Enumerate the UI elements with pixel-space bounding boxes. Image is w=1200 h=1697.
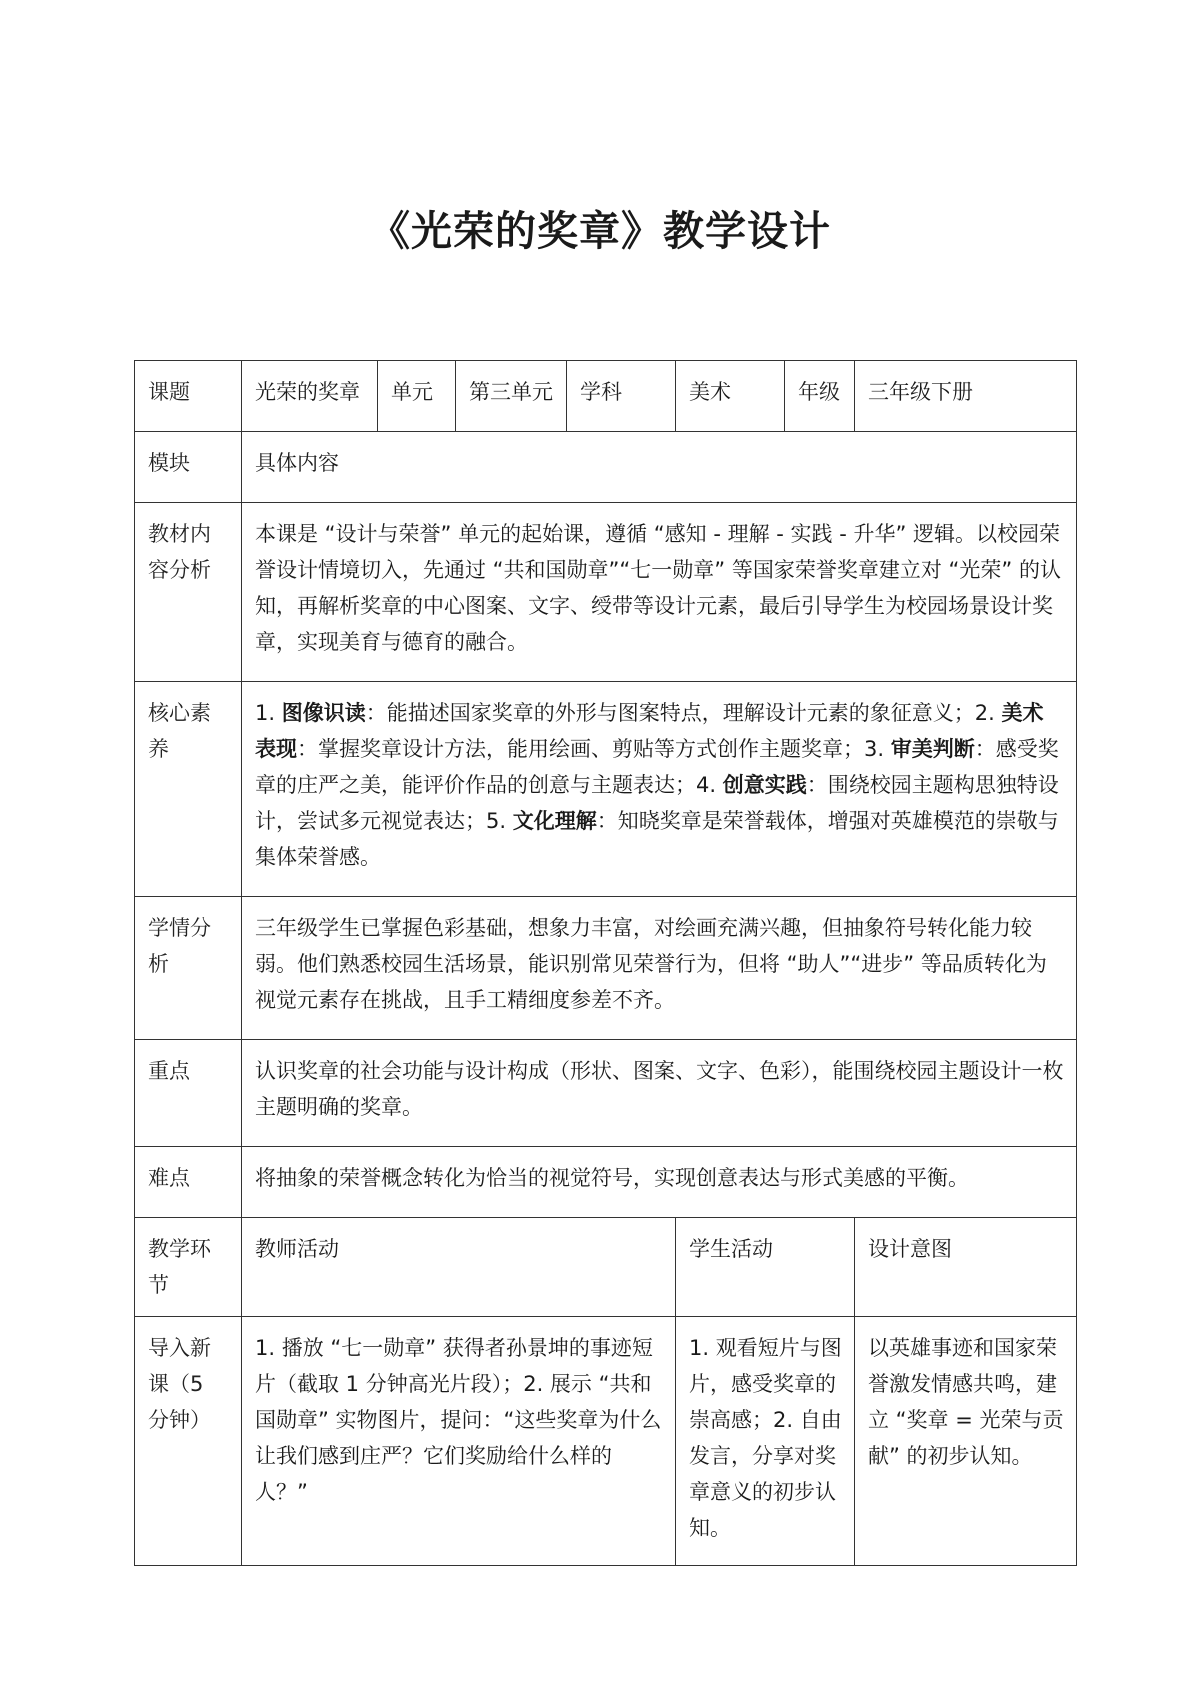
core-item-term: 图像识读 <box>281 701 366 725</box>
teacher-activity-header: 教师活动 <box>242 1218 676 1317</box>
student-analysis-row <box>135 897 1077 1040</box>
topic-value: 光荣的奖章 <box>242 361 378 432</box>
lesson-plan-table <box>134 360 1077 1566</box>
unit-value: 第三单元 <box>456 361 567 432</box>
page-title: 《光荣的奖章》教学设计 <box>369 207 831 255</box>
student-analysis-text: 三年级学生已掌握色彩基础，想象力丰富，对绘画充满兴趣，但抽象符号转化能力较弱。他们熟悉校园生活场景，能识别常见荣誉行为，但将 “助人”“进步” 等品质转化为视觉元素存在挑战，且手工精细度参差不齐。 <box>242 897 1077 1040</box>
analysis-row <box>135 503 1077 682</box>
student-activity: 1. 观看短片与图片，感受奖章的崇高感；2. 自由发言，分享对奖章意义的初步认知。 <box>676 1317 855 1566</box>
analysis-label: 教材内容分析 <box>135 503 242 682</box>
key-points-label: 重点 <box>135 1040 242 1147</box>
step-row <box>135 1317 1077 1566</box>
step-name: 导入新课（5 分钟） <box>135 1317 242 1566</box>
difficulty-text: 将抽象的荣誉概念转化为恰当的视觉符号，实现创意表达与形式美感的平衡。 <box>242 1147 1077 1218</box>
core-item-term: 美术表现 <box>255 701 1044 761</box>
core-item: 3. 审美判断：感受奖章的庄严之美，能评价作品的创意与主题表达； <box>255 737 1059 797</box>
analysis-text: 本课是 “设计与荣誉” 单元的起始课，遵循 “感知 - 理解 - 实践 - 升华” 逻辑。以校园荣誉设计情境切入，先通过 “共和国勋章”“七一勋章” 等国家荣誉奖章建立对 “光荣” 的认知，再解析奖章的中心图案、文字、绶带等设计元素，最后引导学生为校园场景设计奖章，实现美育与德育的融合。 <box>242 503 1077 682</box>
topic-label: 课题 <box>135 361 242 432</box>
key-points-text: 认识奖章的社会功能与设计构成（形状、图案、文字、色彩），能围绕校园主题设计一枚主题明确的奖章。 <box>242 1040 1077 1147</box>
teacher-activity: 1. 播放 “七一勋章” 获得者孙景坤的事迹短片（截取 1 分钟高光片段）；2. 展示 “共和国勋章” 实物图片，提问：“这些奖章为什么让我们感到庄严？它们奖励给什么样的人？” <box>242 1317 676 1566</box>
module-header-row <box>135 432 1077 503</box>
student-activity-header: 学生活动 <box>676 1218 855 1317</box>
core-item-term: 审美判断 <box>890 737 975 761</box>
core-item-term: 创意实践 <box>722 773 807 797</box>
info-row <box>135 361 1077 432</box>
grade-value: 三年级下册 <box>855 361 1077 432</box>
design-intent-header: 设计意图 <box>855 1218 1077 1317</box>
core-item: 5. 文化理解：知晓奖章是荣誉载体，增强对英雄模范的崇敬与集体荣誉感。 <box>255 809 1059 869</box>
subject-value: 美术 <box>676 361 785 432</box>
grade-label: 年级 <box>785 361 855 432</box>
key-points-row <box>135 1040 1077 1147</box>
difficulty-label: 难点 <box>135 1147 242 1218</box>
student-analysis-label: 学情分析 <box>135 897 242 1040</box>
difficulty-row <box>135 1147 1077 1218</box>
design-intent: 以英雄事迹和国家荣誉激发情感共鸣，建立 “奖章 = 光荣与贡献” 的初步认知。 <box>855 1317 1077 1566</box>
module-header-label: 模块 <box>135 432 242 503</box>
core-literacy-row <box>135 682 1077 897</box>
core-literacy-label: 核心素养 <box>135 682 242 897</box>
steps-header-row <box>135 1218 1077 1317</box>
core-item: 4. 创意实践：围绕校园主题构思独特设计，尝试多元视觉表达； <box>255 773 1059 833</box>
core-item: 1. 图像识读：能描述国家奖章的外形与图案特点，理解设计元素的象征意义； <box>255 701 975 725</box>
content-header-label: 具体内容 <box>242 432 1077 503</box>
unit-label: 单元 <box>378 361 456 432</box>
core-item: 2. 美术表现：掌握奖章设计方法，能用绘画、剪贴等方式创作主题奖章； <box>255 701 1044 761</box>
core-item-term: 文化理解 <box>512 809 597 833</box>
step-header: 教学环节 <box>135 1218 242 1317</box>
core-literacy-text <box>242 682 1077 897</box>
subject-label: 学科 <box>567 361 676 432</box>
